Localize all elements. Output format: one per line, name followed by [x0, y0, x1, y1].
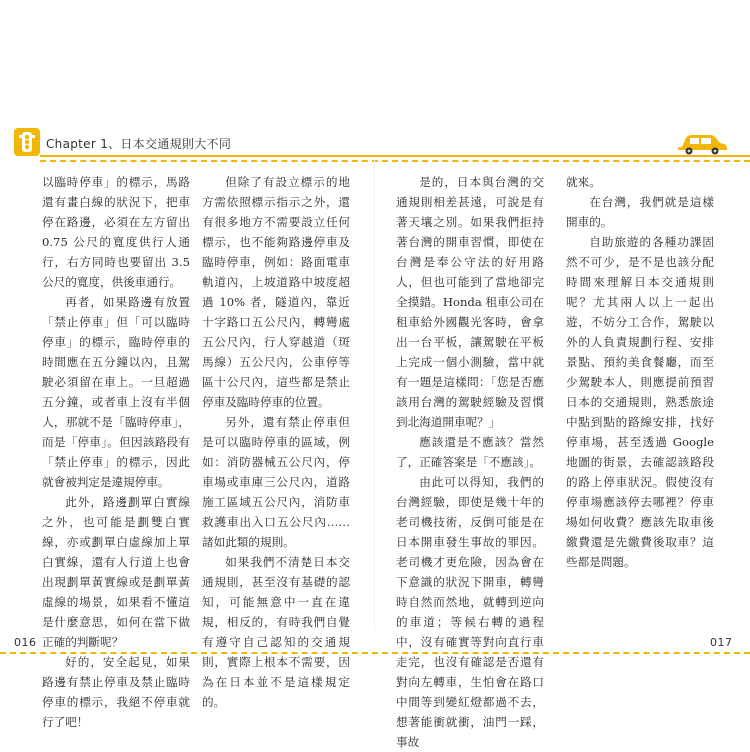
paragraph: 但除了有設立標示的地方需依照標示指示之外，還有很多地方不需要設立任何標示，也不能夠路邊停車及臨時停車，例如：路面電車軌道內，上坡道路中坡度超過 10% 者，隧道內，靠近十字路口五公尺內，轉彎處五公尺內，行人穿越道（斑馬線）五公尺內，公車停等區十公尺內，這些都是禁止停車及臨時停車的位置。: [202, 175, 350, 409]
page-gutter: [374, 160, 375, 630]
paragraph: 另外，還有禁止停車但是可以臨時停車的區域，例如：消防器械五公尺內，停車場或車庫三公尺內，道路施工區域五公尺內，消防車救護車出入口五公尺內……諸如此類的規則。: [202, 415, 350, 549]
footer-dashed-rule: [0, 652, 750, 654]
text-column-3: [396, 172, 544, 752]
paragraph: 由此可以得知，我們的台灣經驗，即使是幾十年的老司機技術，反倒可能是在日本開車發生事故的罪因。老司機才更危險，因為會在下意識的狀況下開車，轉彎時自然而然地，就轉到逆向的車道；等候右轉的過程中，沒有確實等對向直行車走完，也沒有確認是否還有對向左轉車，生怕會在路口中間等到變紅燈都過不去，想著能衝就衝，油門一踩，事故: [396, 475, 544, 749]
paragraph: 自助旅遊的各種功課固然不可少，是不是也該分配時間來理解日本交通規則呢？尤其兩人以上一起出遊，不妨分工合作，駕駛以外的人負責規劃行程、安排景點、預約美食餐廳，而至少駕駛本人，則應提前預習日本的交通規則，熟悉旅途中點到點的路線安排，找好停車場，甚至透過 Google 地圖的街景，去確認該路段的路上停車狀況。假使沒有停車場應該停去哪裡？停車場如何收費？應該先取車後繳費還是先繳費後取車？這些都是問題。: [566, 235, 714, 569]
paragraph: 就來。: [566, 175, 601, 189]
chapter-title: Chapter 1、日本交通規則大不同: [46, 137, 232, 151]
paragraph: 是的，日本與台灣的交通規則相差甚遠，可說是有著天壤之別。如果我們拒持著台灣的開車習慣，即使在台灣是奉公守法的好用路人，但也可能到了當地卻完全摸錯。Honda 租車公司在租車給外國觀光客時，會拿出一台平板，讓駕駛在平板上完成一個小測驗，當中就有一題是這樣問：「您是否應該用台灣的駕駛經驗及習慣到北海道開車呢？」: [396, 175, 544, 429]
page-number-left: 016: [14, 636, 37, 649]
text-column-1: [42, 172, 190, 732]
paragraph: 再者，如果路邊有放置「禁止停車」但「可以臨時停車」的標示，臨時停車的時間應在五分鐘以內，且駕駛必須留在車上。一旦超過五分鐘，或者車上沒有半個人，那就不是「臨時停車」，而是「停車」。但因該路段有「禁止停車」的標示，因此就會被判定是違規停車。: [42, 295, 190, 489]
paragraph: 在台灣，我們就是這樣開車的。: [566, 195, 714, 229]
header-dashed-rule: [40, 160, 750, 162]
paragraph: 如果我們不清楚日本交通規則，甚至沒有基礎的認知，可能無意中一直在違規，相反的，有時我們自覺有遵守自己認知的交通規則，實際上根本不需要，因為在日本並不是這樣規定的。: [202, 555, 350, 709]
text-column-2: [202, 172, 350, 712]
paragraph: 應該還是不應該？當然了，正確答案是「不應該」。: [396, 435, 544, 469]
paragraph: 此外，路邊劃單白實線之外，也可能是劃雙白實線，亦或劃單白虛線加上單白實線，還有人行道上也會出現劃單黃實線或是劃單黃虛線的場景，如果看不懂這是什麼意思，如何在當下做正確的判斷呢？: [42, 495, 190, 649]
chapter-header: [0, 128, 750, 158]
traffic-light-icon: [14, 128, 40, 156]
header-rule: [40, 155, 750, 157]
page-number-right: 017: [710, 636, 733, 649]
text-column-4: [566, 172, 714, 572]
paragraph: 好的，安全起見，如果路邊有禁止停車及禁止臨時停車的標示，我絕不停車就行了吧！: [42, 655, 190, 729]
paragraph: 以臨時停車」的標示，馬路還有畫白線的狀況下，把車停在路邊，必須在左方留出 0.75 公尺的寬度供行人通行，右方同時也要留出 3.5 公尺的寬度，供後車通行。: [42, 175, 190, 289]
